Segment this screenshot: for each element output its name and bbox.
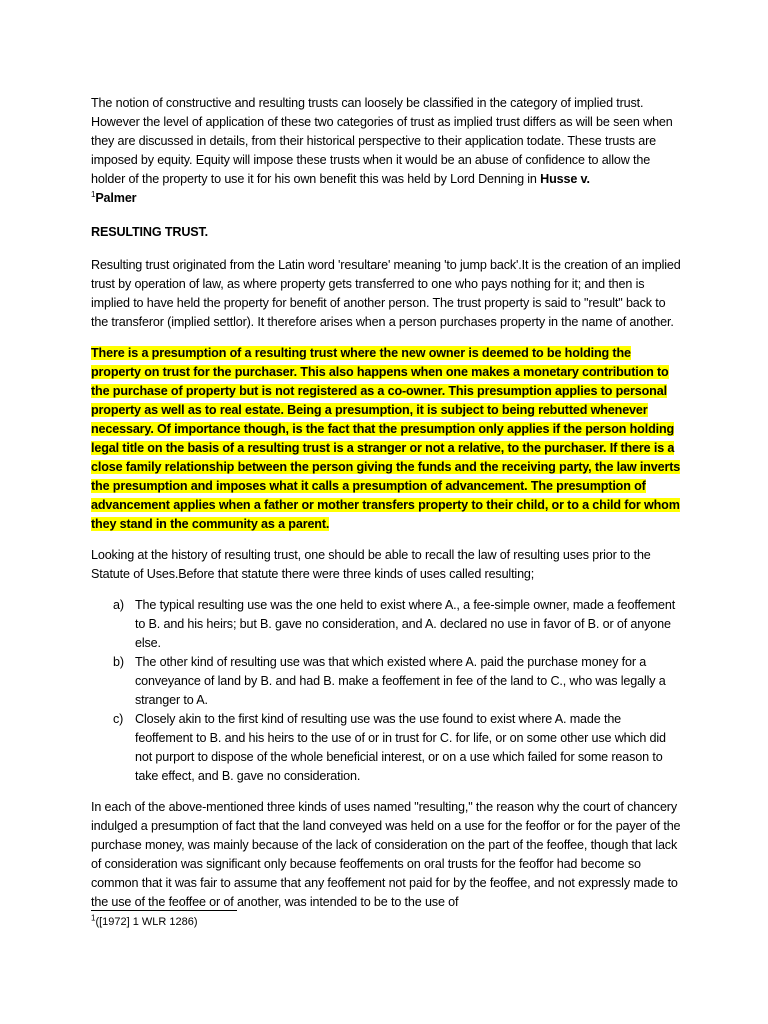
case-name: Husse v. <box>540 172 590 186</box>
list-item <box>91 710 681 786</box>
footnote-text: ([1972] 1 WLR 1286) <box>95 916 198 928</box>
list-marker: b) <box>113 655 124 669</box>
chancery-paragraph: In each of the above-mentioned three kinds of uses named "resulting," the reason why the court of chancery indulged a presumption of fact that the land conveyed was held on a use for the feoffor or for the payer of the purchase money, was mainly because of the lack of consideration on the part of the feoffee, though that lack of consideration was significant only because feoffements on oral trusts for the feoffor had become so common that it was fair to assume that any feoffement not paid for by the feoffee, and not expressly made to the use of the feoffee or of another, was intended to be to the use of <box>91 800 681 909</box>
intro-paragraph <box>91 94 681 208</box>
list-item-text: The other kind of resulting use was that which existed where A. paid the purchase money for a conveyance of land by B. and had B. make a feoffement in fee of the land to C., who was legally a stranger to A. <box>135 655 666 707</box>
section-heading: RESULTING TRUST. <box>91 225 209 239</box>
origin-paragraph: Resulting trust originated from the Latin word 'resultare' meaning 'to jump back'.It is the creation of an implied trust by operation of law, as where property gets transferred to one who pays nothing for it; and then is implied to have held the property for benefit of another person. The trust property is said to "result" back to the transferor (implied settlor). It therefore arises when a person purchases property in the name of another. <box>91 258 681 329</box>
resulting-uses-list <box>91 596 681 786</box>
case-name-end: Palmer <box>95 191 137 205</box>
list-marker: c) <box>113 712 124 726</box>
document-page <box>91 94 681 924</box>
footnote-mark: 1 <box>91 913 96 923</box>
list-item-text: Closely akin to the first kind of resulting use was the use found to exist where A. made the feoffement to B. and his heirs to the use of or in trust for C. for life, or on some other use which did not purport to dispose of the whole beneficial interest, or on a use which failed for some reason to take effect, and B. gave no consideration. <box>135 712 666 783</box>
history-paragraph: Looking at the history of resulting trust, one should be able to recall the law of resulting uses prior to the Statute of Uses.Before that statute there were three kinds of uses called resulting; <box>91 548 651 581</box>
highlighted-text: There is a presumption of a resulting trust where the new owner is deemed to be holding the property on trust for the purchaser. This also happens when one makes a monetary contribution to the purchase of property but is not registered as a co-owner. This presumption applies to personal property as well as to real estate. Being a presumption, it is subject to being rebutted whenever necessary. Of importance though, is the fact that the presumption only applies if the person holding legal title on the basis of a resulting trust is a stranger or not a relative, to the purchaser. If there is a close family relationship between the person giving the funds and the receiving party, the law inverts the presumption and imposes what it calls a presumption of advancement. The presumption of advancement applies when a father or mother transfers property to their child, or to a child for whom they stand in the community as a parent. <box>91 346 681 531</box>
list-item <box>91 596 681 653</box>
footnote <box>91 914 198 930</box>
footnote-divider <box>91 910 237 911</box>
list-marker: a) <box>113 598 124 612</box>
footnote-reference: 1 <box>91 189 96 199</box>
highlighted-paragraph <box>91 344 681 534</box>
list-item-text: The typical resulting use was the one held to exist where A., a fee-simple owner, made a feoffement to B. and his heirs; but B. gave no consideration, and A. declared no use in favor of B. or of anyone else. <box>135 598 676 650</box>
list-item <box>91 653 681 710</box>
intro-text: The notion of constructive and resulting trusts can loosely be classified in the category of implied trust. However the level of application of these two categories of trust as implied trust differs as will be seen when they are discussed in details, from their historical perspective to their application todate. These trusts are imposed by equity. Equity will impose these trusts when it would be an abuse of confidence to allow the holder of the property to use it for his own benefit this was held by Lord Denning in <box>91 96 673 186</box>
